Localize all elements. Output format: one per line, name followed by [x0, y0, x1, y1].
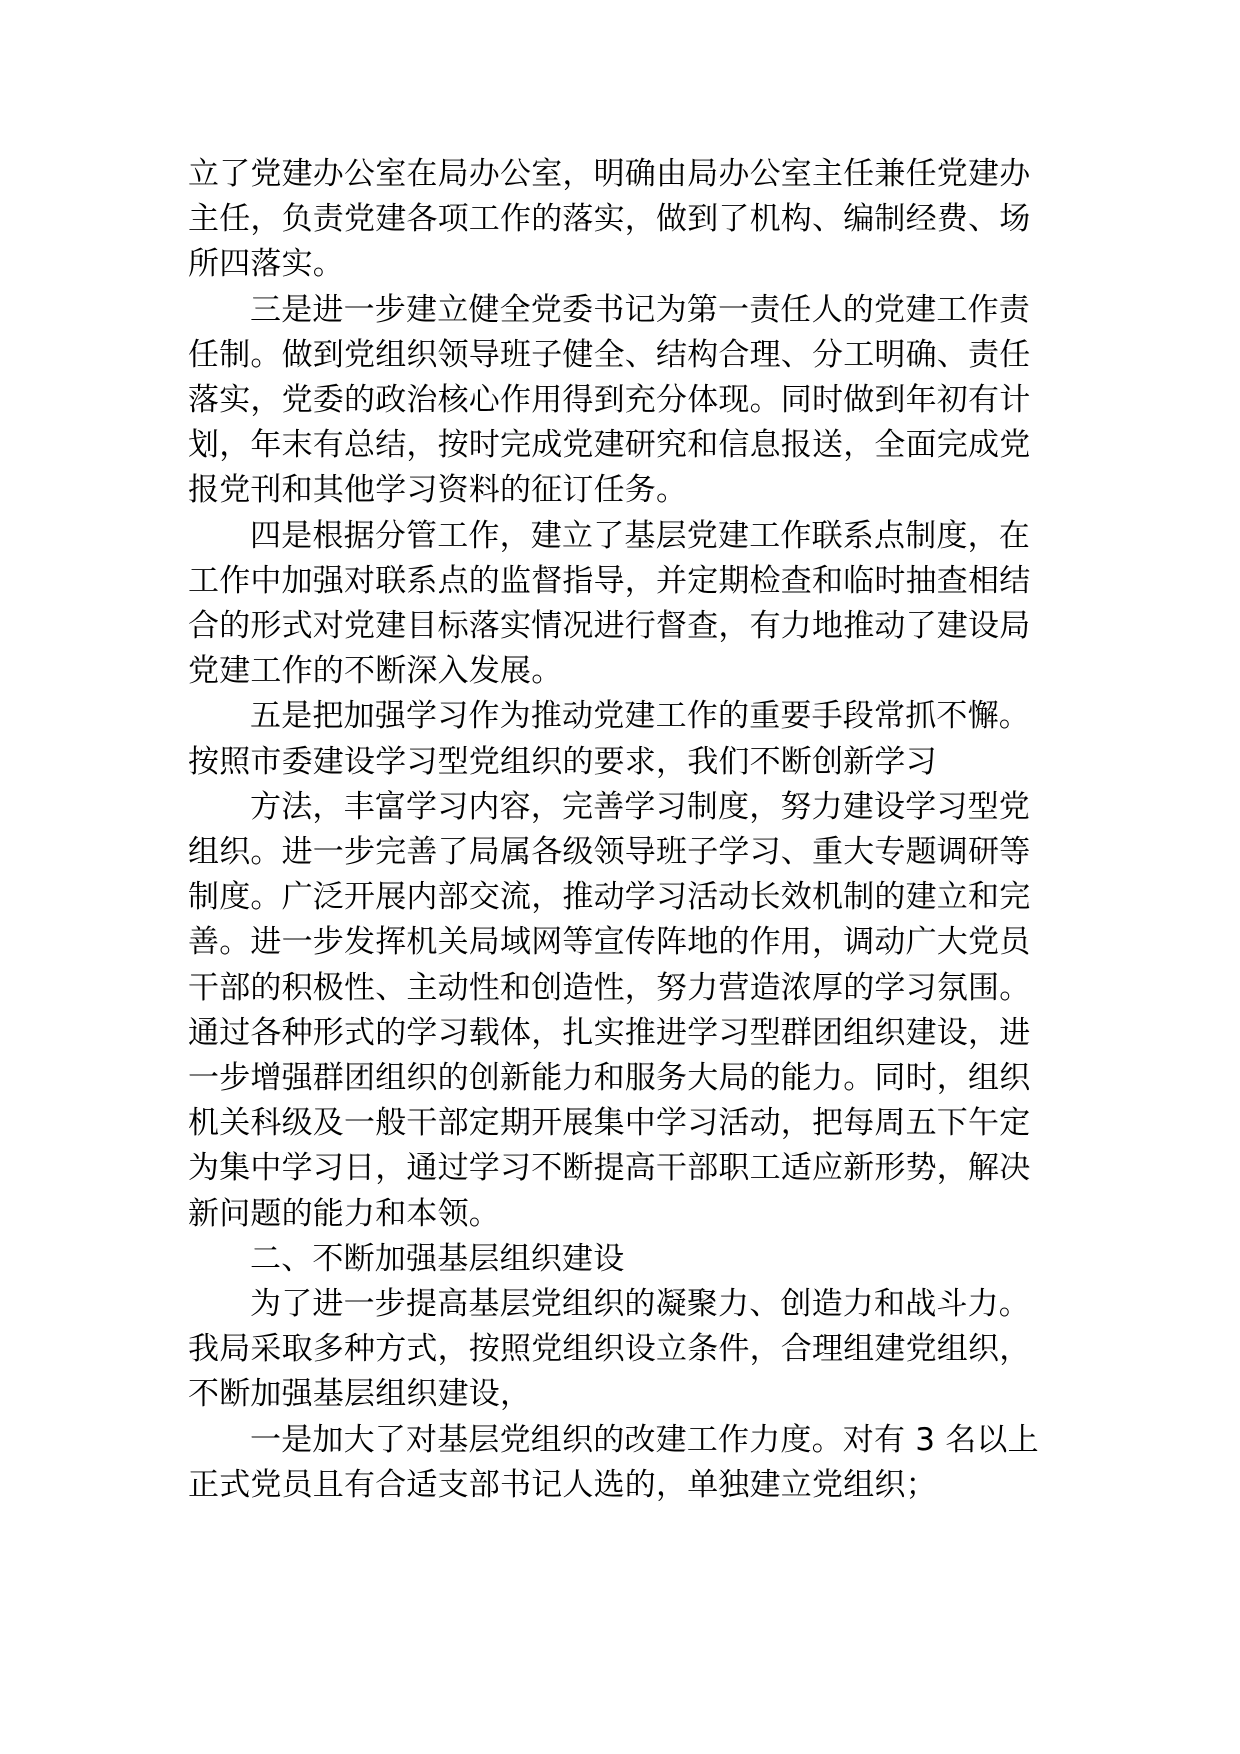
paragraph-7: 一是加大了对基层党组织的改建工作力度。对有 3 名以上正式党员且有合适支部书记人选的，单独建立党组织； — [188, 1421, 1039, 1503]
section-heading: 二、不断加强基层组织建设 — [250, 1240, 625, 1277]
paragraph-2: 三是进一步建立健全党委书记为第一责任人的党建工作责任制。做到党组织领导班子健全、结构合理、分工明确、责任落实，党委的政治核心作用得到充分体现。同时做到年初有计划，年末有总结，按时完成党建研究和信息报送，全面完成党报党刊和其他学习资料的征订任务。 — [188, 291, 1031, 509]
document-body — [188, 152, 1058, 1508]
paragraph-4: 五是把加强学习作为推动党建工作的重要手段常抓不懈。按照市委建设学习型党组织的要求，我们不断创新学习 — [188, 698, 1030, 780]
paragraph-3: 四是根据分管工作，建立了基层党建工作联系点制度，在工作中加强对联系点的监督指导，并定期检查和临时抽查相结合的形式对党建目标落实情况进行督查，有力地推动了建设局党建工作的不断深入发展。 — [188, 517, 1031, 690]
paragraph-6: 为了进一步提高基层党组织的凝聚力、创造力和战斗力。我局采取多种方式，按照党组织设立条件，合理组建党组织，不断加强基层组织建设， — [188, 1286, 1031, 1413]
paragraph-5: 方法，丰富学习内容，完善学习制度，努力建设学习型党组织。进一步完善了局属各级领导班子学习、重大专题调研等制度。广泛开展内部交流，推动学习活动长效机制的建立和完善。进一步发挥机关局域网等宣传阵地的作用，调动广大党员干部的积极性、主动性和创造性，努力营造浓厚的学习氛围。通过各种形式的学习载体，扎实推进学习型群团组织建设，进一步增强群团组织的创新能力和服务大局的能力。同时，组织机关科级及一般干部定期开展集中学习活动，把每周五下午定为集中学习日，通过学习不断提高干部职工适应新形势，解决新问题的能力和本领。 — [188, 788, 1031, 1232]
paragraph-1: 立了党建办公室在局办公室，明确由局办公室主任兼任党建办主任，负责党建各项工作的落实，做到了机构、编制经费、场所四落实。 — [188, 156, 1031, 283]
